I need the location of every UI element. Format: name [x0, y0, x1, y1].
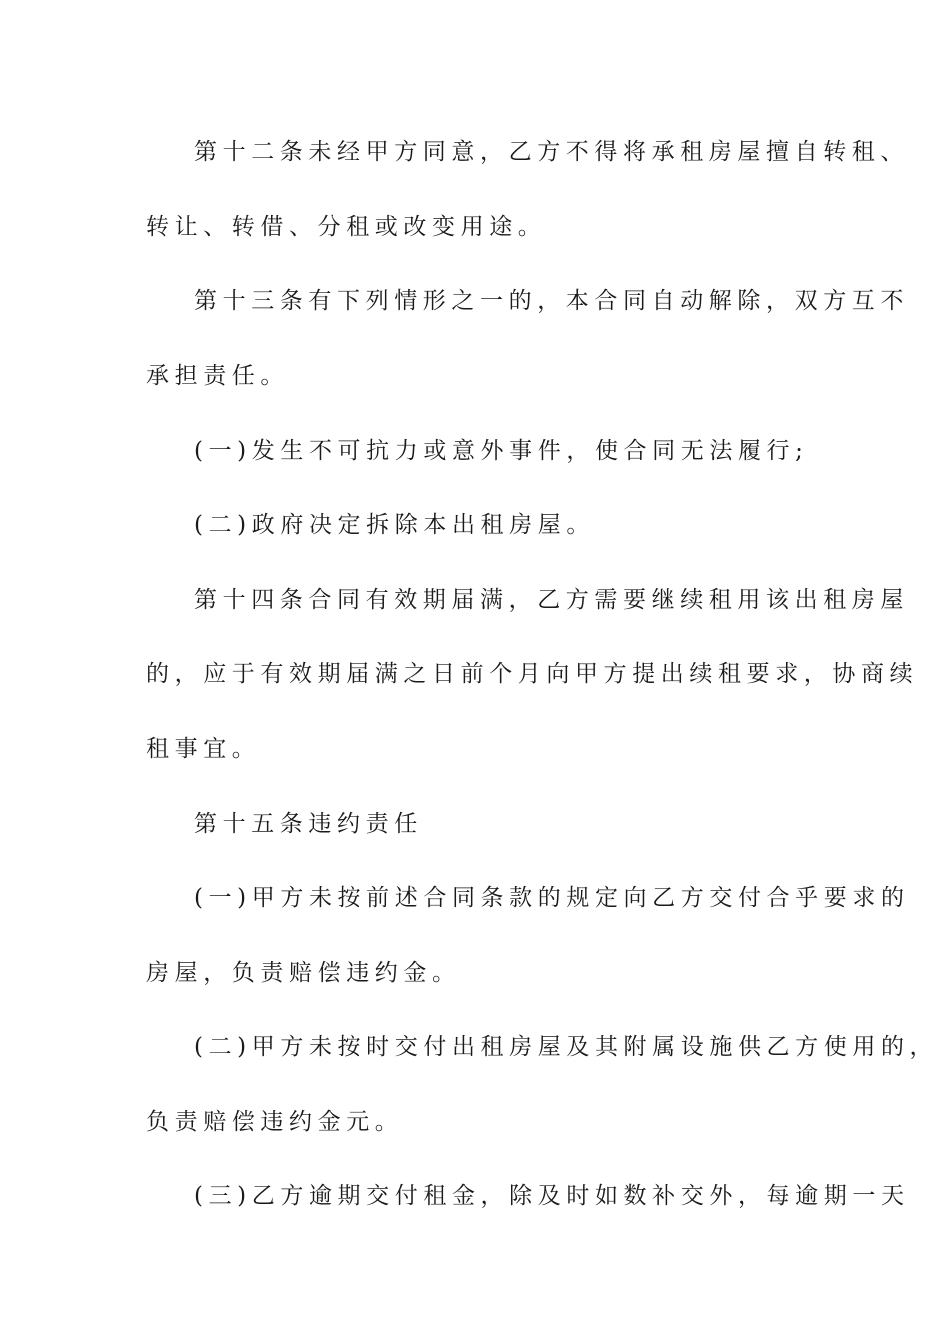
paragraph-liability-3-line-1: (三)乙方逾期交付租金，除及时如数补交外，每逾期一天	[194, 1183, 910, 1209]
paragraph-liability-2-line-1: (二)甲方未按时交付出租房屋及其附属设施供乙方使用的，	[194, 1034, 939, 1060]
paragraph-article-14-line-2: 的，应于有效期届满之日前个月向甲方提出续租要求，协商续	[146, 661, 919, 687]
paragraph-article-12-line-2: 转让、转借、分租或改变用途。	[146, 214, 547, 240]
paragraph-article-13-line-2: 承担责任。	[146, 363, 289, 389]
paragraph-liability-2-line-2: 负责赔偿违约金元。	[146, 1109, 404, 1135]
paragraph-article-14-line-1: 第十四条合同有效期届满，乙方需要继续租用该出租房屋	[194, 587, 909, 613]
paragraph-article-14-line-3: 租事宜。	[146, 736, 261, 762]
paragraph-item-2: (二)政府决定拆除本出租房屋。	[194, 512, 595, 538]
paragraph-liability-1-line-2: 房屋，负责赔偿违约金。	[146, 960, 461, 986]
paragraph-liability-1-line-1: (一)甲方未按前述合同条款的规定向乙方交付合乎要求的	[194, 885, 910, 911]
paragraph-article-15-heading: 第十五条违约责任	[194, 811, 423, 837]
paragraph-item-1: (一)发生不可抗力或意外事件，使合同无法履行;	[194, 438, 809, 464]
paragraph-article-12-line-1: 第十二条未经甲方同意，乙方不得将承租房屋擅自转租、	[194, 139, 909, 165]
paragraph-article-13-line-1: 第十三条有下列情形之一的，本合同自动解除，双方互不	[194, 288, 909, 314]
